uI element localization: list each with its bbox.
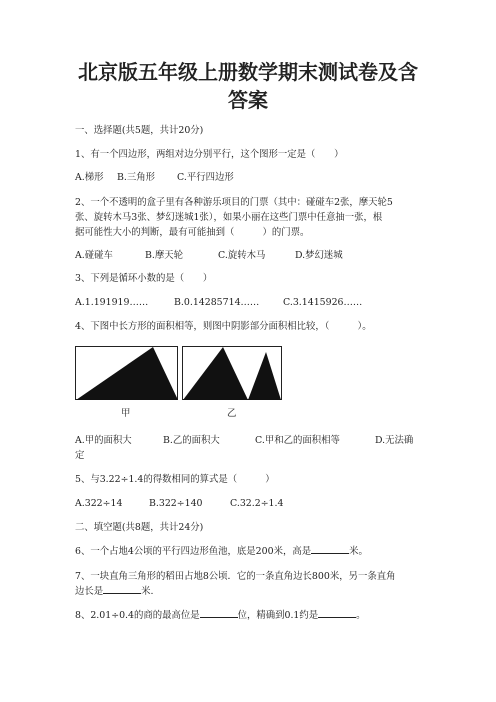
question-1-stem: 1、有一个四边形，两组对边分别平行，这个图形一定是（ ） xyxy=(75,149,344,160)
q8-text-2: 位，精确到0.1约是 xyxy=(237,610,319,621)
q7-text-2: 米. xyxy=(141,586,154,597)
question-6 xyxy=(75,544,425,559)
question-4-stem: 4、下图中长方形的面积相等，则图中阴影部分面积相比较，（ ）。 xyxy=(75,321,372,332)
q2-option-d: D.梦幻迷城 xyxy=(295,250,343,261)
title-line-2: 答案 xyxy=(228,88,268,112)
q2-option-a: A.碰碰车 xyxy=(75,250,113,261)
q8-answer-blank-2[interactable] xyxy=(318,608,356,618)
page-title xyxy=(60,58,436,114)
q6-answer-blank[interactable] xyxy=(311,544,349,554)
question-2-stem-line-2: 张、旋转木马3张、梦幻迷城1张），如果小丽在这些门票中任意抽一张，根 xyxy=(75,212,383,223)
q5-option-c: C.32.2÷1.4 xyxy=(230,498,284,509)
q2-option-b: B.摩天轮 xyxy=(145,250,183,261)
q3-option-c: C.3.1415926…… xyxy=(283,297,363,308)
q4-option-b: B.乙的面积大 xyxy=(163,435,220,446)
q2-option-c: C.旋转木马 xyxy=(218,250,266,261)
q6-text-1: 6、一个占地4公顷的平行四边形鱼池，底是200米，高是 xyxy=(75,546,312,557)
q1-option-a: A.梯形 xyxy=(75,172,104,183)
question-7-line-2 xyxy=(75,584,425,599)
q7-text-1: 边长是 xyxy=(75,586,104,597)
question-2-stem-line-1: 2、一个不透明的盒子里有各种游乐项目的门票（其中：碰碰车2张，摩天轮5 xyxy=(75,197,393,208)
title-line-1: 北京版五年级上册数学期末测试卷及含 xyxy=(78,60,418,84)
question-5-stem: 5、与3.22÷1.4的得数相同的算式是（ ） xyxy=(75,474,275,485)
q3-option-a: A.1.191919…… xyxy=(75,297,149,308)
q3-option-b: B.0.14285714…… xyxy=(174,297,260,308)
q4-option-d-continued: 定 xyxy=(75,450,85,461)
question-3-stem: 3、下列是循环小数的是（ ） xyxy=(75,273,213,284)
q7-answer-blank[interactable] xyxy=(103,584,141,594)
q4-option-c: C.甲和乙的面积相等 xyxy=(255,435,340,446)
q4-option-a: A.甲的面积大 xyxy=(75,435,132,446)
section-heading-choice: 一、选择题(共5题，共计20分) xyxy=(75,125,204,136)
q8-answer-blank-1[interactable] xyxy=(200,608,238,618)
q1-option-b: B.三角形 xyxy=(117,172,155,183)
section-heading-fill-in: 二、填空题(共8题，共计24分) xyxy=(75,522,204,533)
question-7-line-1: 7、一块直角三角形的稻田占地8公顷．它的一条直角边长800米，另一条直角 xyxy=(75,571,396,582)
q8-text-3: 。 xyxy=(356,610,366,621)
q8-text-1: 8、2.01÷0.4的商的最高位是 xyxy=(75,610,200,621)
question-2-stem-line-3: 据可能性大小的判断，最有可能抽到（ ）的门票。 xyxy=(75,227,310,238)
q5-option-b: B.322÷140 xyxy=(149,498,203,509)
q1-option-c: C.平行四边形 xyxy=(177,172,234,183)
q5-option-a: A.322÷14 xyxy=(75,498,123,509)
q4-option-d: D.无法确 xyxy=(375,435,414,446)
question-8 xyxy=(75,608,425,623)
figure-yi xyxy=(182,346,283,401)
q6-text-2: 米。 xyxy=(349,546,368,557)
figure-jia-label: 甲 xyxy=(121,408,131,419)
figure-yi-label: 乙 xyxy=(227,408,237,419)
figure-jia xyxy=(75,346,179,401)
